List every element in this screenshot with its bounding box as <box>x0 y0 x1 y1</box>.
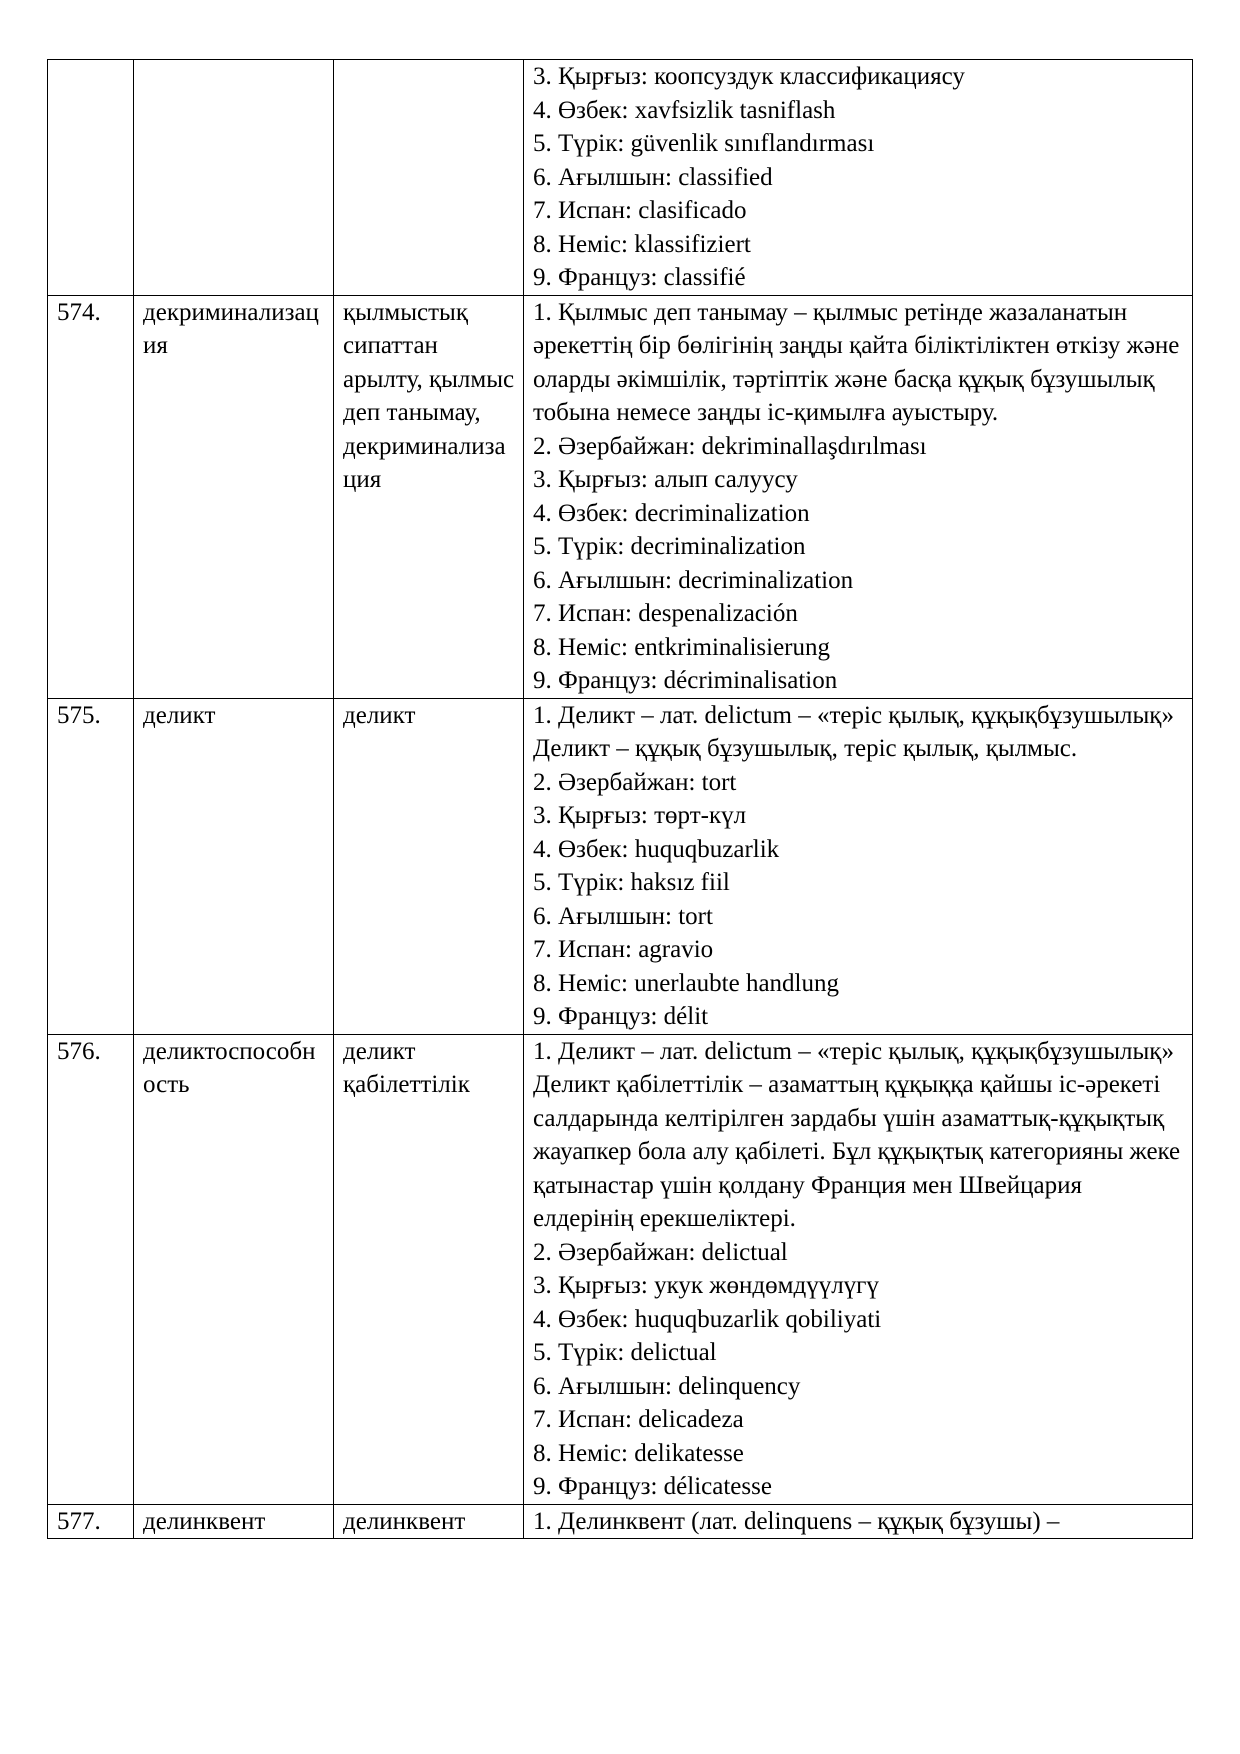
translation-line: 5. Түрік: güvenlik sınıflandırması <box>533 130 875 157</box>
entry-number <box>48 60 134 296</box>
table-row <box>48 295 1193 698</box>
translation-line: 6. Ағылшын: decriminalization <box>533 566 854 594</box>
kazakh-term: делинквент <box>334 1504 524 1539</box>
definition-text: Деликт қабілеттілік – азаматтың құқыққа қайшы іс-әрекеті салдарында келтірілген зардабы үшін азаматтық-құқықтық жауапкер бола алу қабілеті. Бұл құқықтық категорияны жеке қатынастар үшін қолдану Франция мен Швейцария елдерінің ерекшеліктері. <box>533 1071 1181 1232</box>
translation-line: 3. Қырғыз: төрт-күл <box>533 802 747 829</box>
translation-line: 8. Неміс: unerlaubte handlung <box>533 969 840 997</box>
document-page <box>47 59 1192 1539</box>
table-row <box>48 60 1193 296</box>
translation-line: 3. Қырғыз: алып салуусу <box>533 466 798 493</box>
definition-text: 1. Қылмыс деп танымау – қылмыс ретінде жазаланатын әрекеттің бір бөлігінің заңды қайта біліктіліктен өткізу және оларды әкімшілік, тәртіптік және басқа құқық бұзушылық тобына немесе заңды іс-қимылға ауыстыру. <box>533 298 1180 426</box>
definition-text: 1. Деликт – лат. delictum – «теріс қылық, құқықбұзушылық» <box>533 701 1174 729</box>
table-row <box>48 1504 1193 1539</box>
translation-line: 6. Ағылшын: delinquency <box>533 1372 801 1400</box>
definition-text: Деликт – құқық бұзушылық, теріс қылық, қылмыс. <box>533 735 1078 762</box>
translation-line: 3. Қырғыз: укук жөндөмдүүлүгү <box>533 1272 879 1299</box>
entry-number: 574. <box>48 295 134 698</box>
russian-term: делинквент <box>134 1504 334 1539</box>
kazakh-term <box>334 60 524 296</box>
translation-line: 7. Испан: agravio <box>533 936 714 963</box>
entry-number: 577. <box>48 1504 134 1539</box>
definition-cell <box>524 295 1193 698</box>
kazakh-term: деликт қабілеттілік <box>334 1034 524 1504</box>
translation-line: 5. Түрік: decriminalization <box>533 533 806 560</box>
russian-term: деликт <box>134 698 334 1034</box>
entry-number: 576. <box>48 1034 134 1504</box>
definition-cell <box>524 1504 1193 1539</box>
entry-number: 575. <box>48 698 134 1034</box>
translation-line: 2. Әзербайжан: delictual <box>533 1238 788 1266</box>
definition-cell <box>524 60 1193 296</box>
table-row <box>48 698 1193 1034</box>
translation-line: 5. Түрік: haksız fiil <box>533 869 730 896</box>
translation-line: 7. Испан: despenalización <box>533 600 798 627</box>
translation-line: 2. Әзербайжан: dekriminallaşdırılması <box>533 432 927 460</box>
translation-line: 8. Неміс: entkriminalisierung <box>533 633 830 661</box>
translation-line: 7. Испан: clasificado <box>533 197 747 224</box>
kazakh-term: деликт <box>334 698 524 1034</box>
translation-line: 2. Әзербайжан: tort <box>533 768 737 796</box>
translation-line: 4. Өзбек: huquqbuzarlik <box>533 835 780 863</box>
translation-line: 1. Делинквент (лат. delinquens – құқық бұзушы) – <box>533 1507 1060 1535</box>
translation-line: 9. Француз: délit <box>533 1003 709 1030</box>
translation-line: 9. Француз: classifié <box>533 264 746 291</box>
translation-line: 7. Испан: delicadeza <box>533 1406 744 1433</box>
kazakh-term: қылмыстық сипаттан арылту, қылмыс деп танымау, декриминализация <box>334 295 524 698</box>
russian-term <box>134 60 334 296</box>
table-row <box>48 1034 1193 1504</box>
russian-term: декриминализация <box>134 295 334 698</box>
glossary-table <box>47 59 1193 1539</box>
translation-line: 9. Француз: délicatesse <box>533 1473 772 1500</box>
definition-cell <box>524 1034 1193 1504</box>
translation-line: 9. Француз: décriminalisation <box>533 667 838 694</box>
russian-term: деликтоспособность <box>134 1034 334 1504</box>
translation-line: 3. Қырғыз: коопсуздук классификациясу <box>533 63 965 90</box>
translation-line: 4. Өзбек: xavfsizlik tasniflash <box>533 96 836 124</box>
translation-line: 8. Неміс: klassifiziert <box>533 230 751 258</box>
definition-text: 1. Деликт – лат. delictum – «теріс қылық, құқықбұзушылық» <box>533 1037 1174 1065</box>
translation-line: 4. Өзбек: huquqbuzarlik qobiliyati <box>533 1305 882 1333</box>
translation-line: 5. Түрік: delictual <box>533 1339 717 1366</box>
translation-line: 4. Өзбек: decriminalization <box>533 499 810 527</box>
translation-line: 6. Ағылшын: tort <box>533 902 713 930</box>
definition-cell <box>524 698 1193 1034</box>
translation-line: 8. Неміс: delikatesse <box>533 1439 744 1467</box>
translation-line: 6. Ағылшын: classified <box>533 163 773 191</box>
